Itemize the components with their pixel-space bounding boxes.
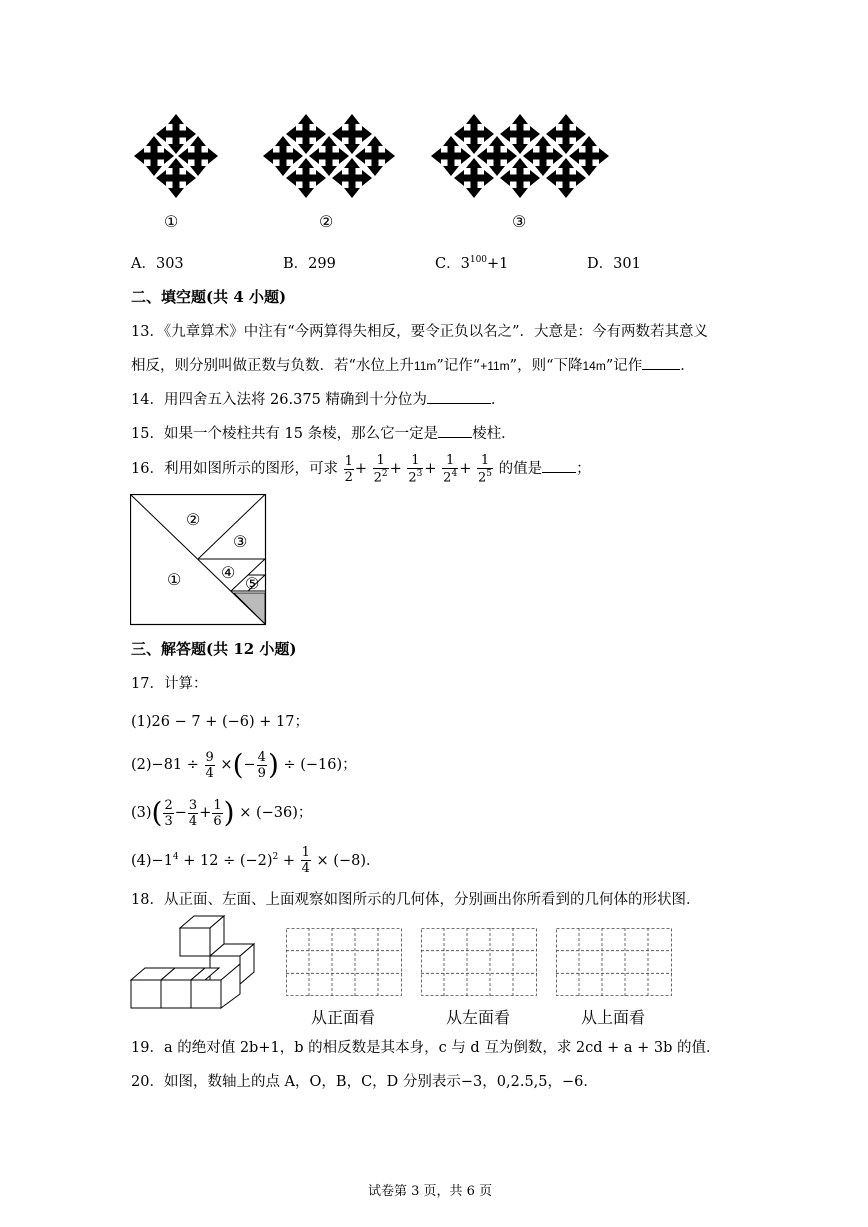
- section-2-title: 二、填空题(共 4 小题): [131, 288, 287, 306]
- option-d: D．301: [587, 256, 641, 272]
- caption-top: 从上面看: [581, 1008, 646, 1027]
- pattern-label-2: ②: [319, 212, 334, 231]
- section-3-title: 三、解答题(共 12 小题): [131, 640, 297, 658]
- pattern-2: [263, 114, 395, 198]
- q16-frac-2: $\frac{1}{2^2}$: [373, 452, 388, 486]
- q15: 15．如果一个棱柱共有 15 条棱，那么它一定是 棱柱．: [131, 426, 516, 442]
- q16-frac-4: $\frac{1}{2^4}$: [443, 452, 458, 486]
- q17-part3: (3)( $\frac{2}{3}$ − $\frac{3}{4}$ + $\frac{1}{6}$ ) × (−36)；: [131, 796, 313, 829]
- q17-intro: 17．计算：: [131, 676, 208, 692]
- grid-left[interactable]: [421, 928, 537, 996]
- q14: 14．用四舍五入法将 26.375 精确到十分位为 ．: [131, 392, 506, 408]
- square-label-4: ④: [221, 563, 236, 582]
- pattern-label-3: ③: [512, 212, 527, 231]
- square-label-1: ①: [167, 570, 182, 589]
- q16: 16．利用如图所示的图形，可求 $\frac{1}{2}$ + $\frac{1}{2^2}$ + $\frac{1}{2^3}$ + $\frac{1}{2^4}$ + $\frac{1}{2^5}$ 的值是 ；: [131, 452, 591, 486]
- square-label-2: ②: [186, 510, 201, 529]
- option-c: C．$3^{100}+1$: [435, 255, 509, 272]
- q20-text: 20．如图，数轴上的点 A，O，B，C，D 分别表示−3，0,2.5,5，−6．: [131, 1074, 598, 1090]
- option-b: B．299: [283, 256, 336, 272]
- page-footer: 试卷第 3 页，共 6 页: [368, 1184, 493, 1199]
- pattern-label-1: ①: [164, 212, 179, 231]
- q17-part1: (1)26 − 7 + (−6) + 17；: [131, 714, 309, 730]
- q13-answer-blank[interactable]: [642, 357, 680, 370]
- q17-part4: $(4)-1^4 + 12 \div (-2)^2$ + $\frac{1}{4}$ × (−8)．: [131, 845, 381, 877]
- pattern-1: [134, 114, 218, 198]
- cube-solid-figure: [130, 914, 255, 1010]
- square-label-3: ③: [233, 532, 248, 551]
- q15-answer-blank[interactable]: [438, 425, 472, 438]
- q17-part2: (2)−81 ÷ $\frac{9}{4}$ ×(− $\frac{4}{9}$ ) ÷ (−16)；: [131, 748, 357, 781]
- pattern-figures: [120, 110, 620, 200]
- option-a: A．303: [131, 256, 184, 272]
- q13-line1: 13．《九章算术》中注有“今两算得失相反，要令正负以名之”．大意是：今有两数若其意义: [131, 324, 709, 340]
- grid-front[interactable]: [286, 928, 402, 996]
- q16-answer-blank[interactable]: [542, 460, 576, 473]
- q19-text: 19．a 的绝对值 2b+1，b 的相反数是其本身，c 与 d 互为倒数，求 2cd + a + 3b 的值．: [131, 1040, 721, 1056]
- q18-text: 18．从正面、左面、上面观察如图所示的几何体，分别画出你所看到的几何体的形状图．: [131, 892, 701, 908]
- pattern-3: [431, 114, 609, 198]
- q13-line2: 相反，则分别叫做正数与负数．若“水位上升11m”记作“+11m”，则“下降14m”记作 ．: [131, 358, 695, 374]
- caption-left: 从左面看: [446, 1008, 511, 1027]
- caption-front: 从正面看: [311, 1008, 376, 1027]
- grid-top[interactable]: [556, 928, 672, 996]
- q16-frac-1: $\frac{1}{2}$: [344, 453, 353, 485]
- square-label-5: ⑤: [245, 574, 260, 593]
- q16-frac-5: $\frac{1}{2^5}$: [477, 452, 492, 486]
- q14-answer-blank[interactable]: [427, 391, 491, 404]
- q16-frac-3: $\frac{1}{2^3}$: [408, 452, 423, 486]
